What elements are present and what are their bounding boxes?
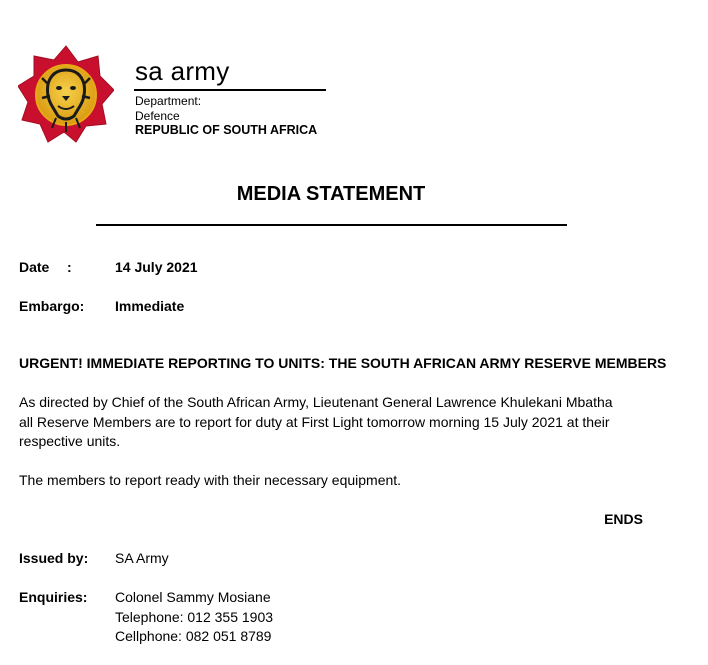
dept-line-3: REPUBLIC OF SOUTH AFRICA [135, 123, 318, 137]
sa-army-logo [18, 44, 114, 144]
logo-ring [36, 65, 96, 125]
title-underline [96, 224, 567, 226]
page-title: MEDIA STATEMENT [236, 183, 426, 205]
issued-label: Issued by: [19, 550, 89, 566]
body-paragraph-1 [19, 393, 649, 452]
date-colon: : [67, 259, 72, 275]
date-label: Date [19, 259, 50, 275]
enquiries-contact [115, 588, 273, 647]
issued-value: SA Army [115, 550, 169, 566]
headline: URGENT! IMMEDIATE REPORTING TO UNITS: THE SOUTH AFRICAN ARMY RESERVE MEMBERS [19, 355, 667, 371]
enquiries-label: Enquiries: [19, 589, 88, 605]
brand-name: sa army [135, 56, 230, 86]
body-paragraph-2: The members to report ready with their necessary equipment. [19, 472, 402, 488]
enquiries-name: Colonel Sammy Mosiane [115, 589, 271, 605]
department-block [135, 94, 317, 138]
body-line-3: respective units. [19, 433, 121, 449]
dept-line-2: Defence [135, 108, 180, 123]
dept-line-1: Department: [135, 94, 202, 108]
body-line-1: As directed by Chief of the South African Army, Lieutenant General Lawrence Khulekani Mbatha [19, 394, 613, 410]
ends-marker: ENDS [604, 511, 643, 527]
enquiries-cellphone: Cellphone: 082 051 8789 [115, 628, 272, 644]
brand-underline [134, 89, 326, 91]
date-value: 14 July 2021 [115, 259, 198, 275]
body-line-2: all Reserve Members are to report for duty at First Light tomorrow morning 15 July 2021 at their [19, 413, 610, 430]
embargo-value: Immediate [115, 298, 185, 314]
embargo-label: Embargo: [19, 298, 85, 314]
enquiries-telephone: Telephone: 012 355 1903 [115, 608, 274, 625]
